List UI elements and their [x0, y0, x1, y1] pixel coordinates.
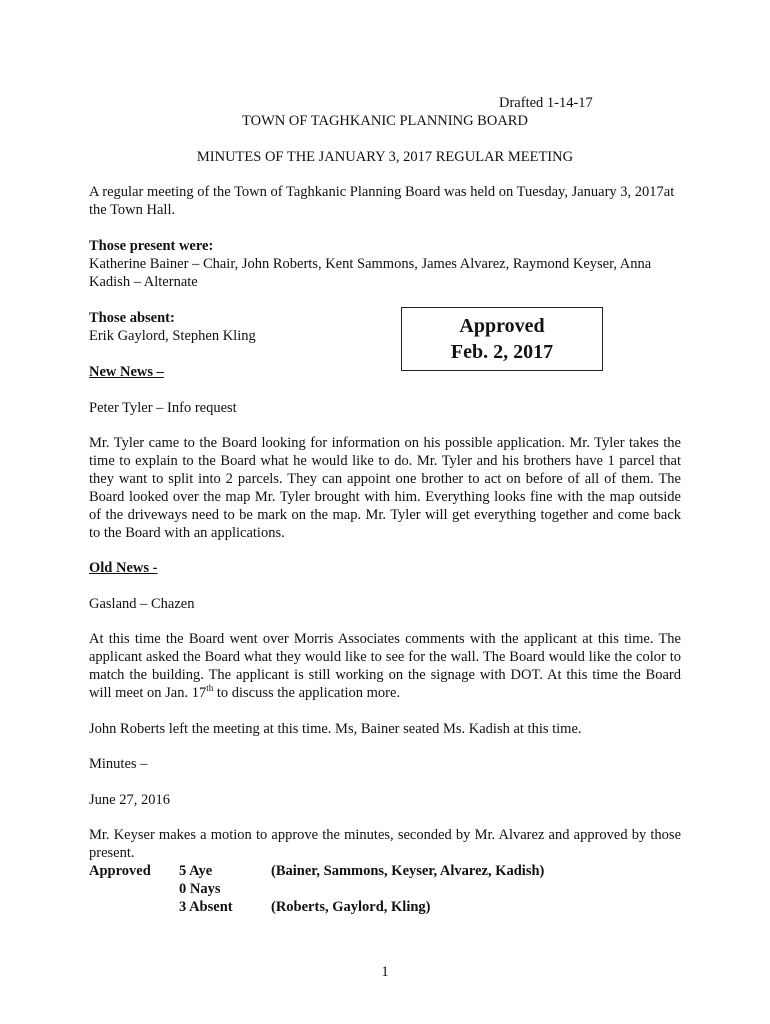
drafted-date: Drafted 1-14-17: [499, 95, 593, 111]
new-news-item: Peter Tyler – Info request: [89, 400, 237, 416]
document-title: MINUTES OF THE JANUARY 3, 2017 REGULAR MEETING: [196, 149, 574, 165]
page-number: 1: [381, 964, 389, 980]
present-names: Katherine Bainer – Chair, John Roberts, Kent Sammons, James Alvarez, Raymond Keyser, Anna Kadish – Alternate: [89, 256, 652, 290]
vote-nays-count: 0 Nays: [179, 881, 221, 897]
organization-name: TOWN OF TAGHKANIC PLANNING BOARD: [242, 113, 528, 129]
vote-absent-count: 3 Absent: [179, 899, 233, 915]
minutes-motion: Mr. Keyser makes a motion to approve the minutes, seconded by Mr. Alvarez and approved by those present.: [89, 827, 681, 861]
minutes-date: June 27, 2016: [89, 792, 170, 808]
intro-paragraph: A regular meeting of the Town of Taghkanic Planning Board was held on Tuesday, January 3, 2017at the Town Hall.: [89, 184, 675, 218]
vote-absent-names: (Roberts, Gaylord, Kling): [271, 899, 431, 915]
absent-names: Erik Gaylord, Stephen Kling: [89, 328, 256, 344]
stamp-line-2: Feb. 2, 2017: [450, 341, 554, 363]
absent-label: Those absent:: [89, 310, 175, 326]
minutes-heading: Minutes –: [89, 756, 148, 772]
old-news-item: Gasland – Chazen: [89, 596, 195, 612]
old-news-heading: Old News -: [89, 560, 158, 576]
present-label: Those present were:: [89, 238, 214, 254]
old-news-note: John Roberts left the meeting at this time. Ms, Bainer seated Ms. Kadish at this time.: [89, 721, 582, 737]
old-news-paragraph: At this time the Board went over Morris Associates comments with the applicant at this time. The applicant asked the Board what they would like to see for the wall. The Board would like the color to match the building. The applicant is still working on the signage with DOT. At this time the Board will meet on Jan. 17th to discuss the application more.: [89, 631, 681, 701]
new-news-paragraph: Mr. Tyler came to the Board looking for information on his possible application. Mr. Tyler takes the time to explain to the Board what he would like to do. Mr. Tyler and his brothers have 1 parcel that they want to split into 2 parcels. They can appoint one brother to act on before of all of them. The Board looked over the map Mr. Tyler brought with him. Everything looks fine with the map outside of the driveways need to be mark on the map. Mr. Tyler will get everything together and come back to the Board with an applications.: [89, 435, 681, 541]
vote-aye-count: 5 Aye: [179, 863, 213, 879]
new-news-heading: New News –: [89, 364, 164, 380]
vote-aye-names: (Bainer, Sammons, Keyser, Alvarez, Kadish): [271, 863, 545, 879]
approved-stamp: [401, 307, 603, 371]
stamp-line-1: Approved: [459, 315, 545, 337]
vote-result: Approved: [89, 863, 151, 879]
